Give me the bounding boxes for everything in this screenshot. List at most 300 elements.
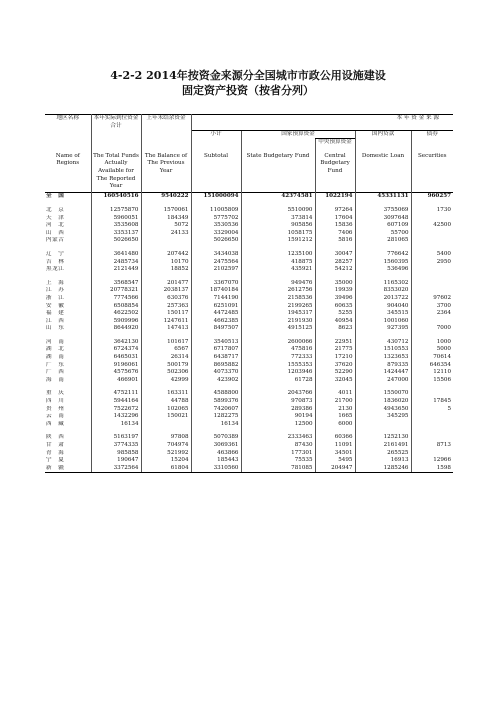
cell-subtotal: 3434038	[191, 251, 241, 259]
cell-balance: 147413	[141, 325, 191, 333]
region-name: 四 川	[46, 398, 65, 405]
cell-bond	[411, 280, 453, 288]
cell-loan: 1510553	[355, 346, 411, 354]
cell-bond: 7000	[411, 325, 453, 333]
cell-loan: 1165302	[355, 280, 411, 288]
cell-balance: 704974	[141, 442, 191, 450]
region-name: 安 徽	[46, 302, 65, 309]
cell-state: 177301	[241, 450, 315, 458]
table-row	[45, 318, 453, 326]
cell-balance: 521992	[141, 450, 191, 458]
cell-subtotal: 1282275	[191, 413, 241, 421]
table-row	[45, 222, 453, 230]
cell-subtotal: 11005809	[191, 207, 241, 215]
cell-loan: 879335	[355, 362, 411, 370]
cell-loan: 265525	[355, 450, 411, 458]
table-row	[45, 325, 453, 333]
cell-bond	[411, 413, 453, 421]
cell-actual: 3372564	[91, 465, 141, 473]
cell-loan: 247000	[355, 377, 411, 385]
table-row	[45, 346, 453, 354]
cell-actual: 12575870	[91, 207, 141, 215]
cell-actual: 5163197	[91, 434, 141, 442]
cell-bond	[411, 215, 453, 223]
cell-loan: 536496	[355, 266, 411, 274]
header-central-cn: 中央预算资金	[315, 139, 355, 147]
header-region-cn: 地区名称	[56, 115, 79, 121]
cell-bond: 1000	[411, 339, 453, 347]
cell-bond: 1730	[411, 207, 453, 215]
header-loan-en: Domestic Loan	[355, 147, 411, 193]
cell-balance: 15204	[141, 457, 191, 465]
cell-actual: 466901	[91, 377, 141, 385]
cell-loan: 1323653	[355, 354, 411, 362]
cell-central: 34501	[315, 450, 355, 458]
cell-state: 2199265	[241, 303, 315, 311]
header-subtotal-cn: 小计	[191, 130, 241, 139]
cell-central: 21775	[315, 346, 355, 354]
cell-subtotal: 5899376	[191, 398, 241, 406]
cell-loan: 2161491	[355, 442, 411, 450]
cell-state: 475816	[241, 346, 315, 354]
cell-loan: 2013722	[355, 295, 411, 303]
cell-bond: 12966	[411, 457, 453, 465]
cell-actual: 3535608	[91, 222, 141, 230]
cell-actual: 7774566	[91, 295, 141, 303]
cell-actual: 7522672	[91, 406, 141, 414]
cell-bond	[411, 421, 453, 429]
cell-loan: 927395	[355, 325, 411, 333]
cell-subtotal: 3069361	[191, 442, 241, 450]
cell-loan: 1836020	[355, 398, 411, 406]
cell-state: 1235100	[241, 251, 315, 259]
header-central-en: Central Budgetary Fund	[315, 147, 355, 193]
cell-subtotal: 423902	[191, 377, 241, 385]
cell-bond: 2364	[411, 310, 453, 318]
header-row-cn	[45, 115, 453, 131]
region-name: 甘 肃	[46, 442, 65, 448]
cell-balance: 150117	[141, 310, 191, 318]
cell-loan: 1285246	[355, 465, 411, 473]
cell-central: 30047	[315, 251, 355, 259]
region-name: 青 海	[46, 449, 65, 456]
table-row	[45, 434, 453, 442]
header-subtotal-en: Subtotal	[191, 147, 241, 193]
cell-state: 289386	[241, 406, 315, 414]
header-bond-en: Securities	[411, 147, 453, 193]
table-row	[45, 287, 453, 295]
cell-balance: 6567	[141, 346, 191, 354]
table-row	[45, 369, 453, 377]
cell-loan: 1424447	[355, 369, 411, 377]
cell-actual: 5026650	[91, 237, 141, 245]
cell-actual: 2485734	[91, 259, 141, 267]
table-row	[45, 421, 453, 429]
cell-balance: 24133	[141, 230, 191, 238]
cell-bond	[411, 266, 453, 274]
cell-bond: 2950	[411, 259, 453, 267]
table-row	[45, 465, 453, 473]
cell-central: 39496	[315, 295, 355, 303]
cell-central: 21700	[315, 398, 355, 406]
cell-subtotal: 7420607	[191, 406, 241, 414]
cell-subtotal: 6251091	[191, 303, 241, 311]
cell-bond	[411, 237, 453, 245]
table-row	[45, 237, 453, 245]
cell-balance: 5072	[141, 222, 191, 230]
cell-central: 60635	[315, 303, 355, 311]
region-name: 上 海	[46, 279, 65, 286]
cell-actual: 4575676	[91, 369, 141, 377]
cell-bond	[411, 318, 453, 326]
cell-balance: 18852	[141, 266, 191, 274]
cell-loan: 3755069	[355, 207, 411, 215]
region-name: 福 建	[46, 310, 65, 317]
cell-balance: 9540222	[141, 193, 191, 201]
cell-subtotal: 8497507	[191, 325, 241, 333]
cell-central: 4011	[315, 390, 355, 398]
cell-loan: 45331131	[355, 193, 411, 201]
region-name: 全 国	[46, 193, 65, 200]
cell-subtotal: 2102597	[191, 266, 241, 274]
cell-central: 22951	[315, 339, 355, 347]
cell-subtotal: 3310560	[191, 465, 241, 473]
cell-state: 2600066	[241, 339, 315, 347]
cell-subtotal: 3530536	[191, 222, 241, 230]
region-name: 浙 江	[46, 294, 65, 301]
cell-state: 4915125	[241, 325, 315, 333]
cell-actual: 3353137	[91, 230, 141, 238]
cell-state: 1058175	[241, 230, 315, 238]
region-name: 山 东	[46, 325, 65, 332]
region-name: 云 南	[46, 413, 65, 420]
cell-state: 772333	[241, 354, 315, 362]
region-name: 新 疆	[45, 465, 91, 473]
cell-central: 15836	[315, 222, 355, 230]
cell-actual: 4752111	[91, 390, 141, 398]
header-state-en: State Budgetary Fund	[241, 147, 315, 193]
page-title: 4-2-2 2014年按资金来源分全国城市市政公用设施建设	[110, 69, 386, 82]
cell-subtotal: 3329004	[191, 230, 241, 238]
cell-subtotal: 2475564	[191, 259, 241, 267]
cell-central: 6000	[315, 421, 355, 429]
cell-actual: 1432296	[91, 413, 141, 421]
cell-balance: 502306	[141, 369, 191, 377]
table-row	[45, 398, 453, 406]
header-row-cn-3	[45, 139, 453, 147]
cell-bond: 5	[411, 406, 453, 414]
cell-subtotal: 463866	[191, 450, 241, 458]
header-row-cn-2	[45, 130, 453, 139]
region-name: 广 西	[46, 369, 65, 376]
cell-subtotal: 5070389	[191, 434, 241, 442]
cell-actual: 6465031	[91, 354, 141, 362]
cell-state: 5510090	[241, 207, 315, 215]
region-name: 重 庆	[46, 390, 65, 397]
cell-loan: 3097648	[355, 215, 411, 223]
cell-subtotal: 18740184	[191, 287, 241, 295]
table-row	[45, 362, 453, 370]
cell-subtotal: 185443	[191, 457, 241, 465]
cell-state: 12500	[241, 421, 315, 429]
region-name: 湖 南	[46, 354, 65, 361]
cell-central: 52290	[315, 369, 355, 377]
cell-balance: 207442	[141, 251, 191, 259]
cell-actual: 3568547	[91, 280, 141, 288]
cell-central: 5495	[315, 457, 355, 465]
table-row	[45, 406, 453, 414]
cell-central: 17604	[315, 215, 355, 223]
cell-central: 1022194	[315, 193, 355, 201]
investment-table	[45, 114, 453, 473]
cell-actual: 3641480	[91, 251, 141, 259]
region-name: 天 津	[46, 214, 65, 221]
header-source-cn: 本 年 资 金 来 源	[191, 115, 453, 131]
cell-subtotal: 5026650	[191, 237, 241, 245]
cell-actual: 9196061	[91, 362, 141, 370]
table-row	[45, 450, 453, 458]
region-name: 内蒙古	[46, 237, 65, 244]
table-row	[45, 251, 453, 259]
cell-balance: 163311	[141, 390, 191, 398]
cell-state: 2333463	[241, 434, 315, 442]
cell-central: 5255	[315, 310, 355, 318]
cell-actual: 20778321	[91, 287, 141, 295]
cell-bond: 42500	[411, 222, 453, 230]
cell-bond: 960257	[411, 193, 453, 201]
cell-actual: 3642130	[91, 339, 141, 347]
header-balance-en: The Balance of The Previous Year	[141, 147, 191, 193]
header-region-en: Name of Regions	[55, 152, 80, 167]
region-name: 黑龙江	[46, 266, 65, 273]
table-row	[45, 230, 453, 238]
table-row	[45, 390, 453, 398]
cell-loan: 1001060	[355, 318, 411, 326]
cell-loan	[355, 421, 411, 429]
region-name: 海 南	[46, 376, 65, 383]
cell-subtotal: 151000094	[191, 193, 241, 201]
cell-balance: 630376	[141, 295, 191, 303]
cell-subtotal: 6438717	[191, 354, 241, 362]
table-row	[45, 259, 453, 267]
table-row	[45, 215, 453, 223]
header-loan-cn: 国内贷款	[355, 130, 411, 139]
cell-state: 1591212	[241, 237, 315, 245]
cell-subtotal: 16134	[191, 421, 241, 429]
cell-loan: 4943650	[355, 406, 411, 414]
cell-central: 35000	[315, 280, 355, 288]
cell-central: 7406	[315, 230, 355, 238]
cell-central: 204947	[315, 465, 355, 473]
cell-balance: 1570061	[141, 207, 191, 215]
cell-subtotal: 4073370	[191, 369, 241, 377]
cell-balance	[141, 237, 191, 245]
cell-actual: 160540516	[91, 193, 141, 201]
header-actual-cn: 本年实际到位资金合计	[91, 115, 141, 131]
cell-loan: 281065	[355, 237, 411, 245]
cell-central: 17210	[315, 354, 355, 362]
cell-state: 1945317	[241, 310, 315, 318]
cell-central: 97264	[315, 207, 355, 215]
cell-central: 2130	[315, 406, 355, 414]
cell-bond: 8713	[411, 442, 453, 450]
cell-central: 1665	[315, 413, 355, 421]
cell-balance: 201477	[141, 280, 191, 288]
header-bond-cn: 债券	[411, 130, 453, 139]
table-row	[45, 354, 453, 362]
cell-state: 2612756	[241, 287, 315, 295]
table-row	[45, 413, 453, 421]
region-name: 贵 州	[46, 405, 65, 412]
cell-loan: 776642	[355, 251, 411, 259]
cell-central: 54212	[315, 266, 355, 274]
cell-bond: 5000	[411, 346, 453, 354]
cell-actual: 6724374	[91, 346, 141, 354]
cell-central: 11091	[315, 442, 355, 450]
cell-central: 37620	[315, 362, 355, 370]
cell-state: 905856	[241, 222, 315, 230]
cell-balance: 500179	[141, 362, 191, 370]
cell-loan: 345295	[355, 413, 411, 421]
table-row	[45, 377, 453, 385]
table-row	[45, 310, 453, 318]
cell-actual: 5909996	[91, 318, 141, 326]
cell-balance: 150021	[141, 413, 191, 421]
cell-bond	[411, 390, 453, 398]
cell-balance: 2038137	[141, 287, 191, 295]
cell-subtotal: 7144190	[191, 295, 241, 303]
region-name: 北 京	[46, 206, 65, 213]
cell-balance: 184349	[141, 215, 191, 223]
cell-actual: 5960051	[91, 215, 141, 223]
cell-subtotal: 4662385	[191, 318, 241, 326]
region-name: 陕 西	[46, 434, 65, 441]
region-name: 江 苏	[46, 287, 65, 294]
region-name: 宁 夏	[46, 457, 65, 464]
table-row	[45, 207, 453, 215]
cell-bond	[411, 230, 453, 238]
cell-state: 61728	[241, 377, 315, 385]
cell-balance: 44788	[141, 398, 191, 406]
cell-actual: 190647	[91, 457, 141, 465]
cell-subtotal: 4472485	[191, 310, 241, 318]
cell-loan: 55700	[355, 230, 411, 238]
cell-central: 19939	[315, 287, 355, 295]
cell-state: 949476	[241, 280, 315, 288]
table-row	[45, 280, 453, 288]
region-name: 湖 北	[46, 346, 65, 353]
region-name: 河 北	[46, 222, 65, 229]
region-name: 广 东	[46, 361, 65, 368]
cell-state: 90194	[241, 413, 315, 421]
cell-subtotal: 4588800	[191, 390, 241, 398]
cell-balance: 102065	[141, 406, 191, 414]
table-row	[45, 457, 453, 465]
cell-state: 2191930	[241, 318, 315, 326]
cell-balance: 97808	[141, 434, 191, 442]
cell-bond: 17845	[411, 398, 453, 406]
cell-loan: 607109	[355, 222, 411, 230]
cell-state: 2043766	[241, 390, 315, 398]
cell-loan: 345515	[355, 310, 411, 318]
table-row-total	[45, 193, 453, 201]
cell-subtotal: 6717807	[191, 346, 241, 354]
cell-loan: 1252130	[355, 434, 411, 442]
cell-bond: 1598	[411, 465, 453, 473]
cell-balance: 10170	[141, 259, 191, 267]
cell-actual: 8644920	[91, 325, 141, 333]
cell-state: 418875	[241, 259, 315, 267]
page-subtitle: 固定资产投资（按省分列）	[182, 84, 314, 97]
table-row	[45, 339, 453, 347]
cell-bond: 70614	[411, 354, 453, 362]
cell-balance: 1247611	[141, 318, 191, 326]
table-row	[45, 303, 453, 311]
table-row	[45, 295, 453, 303]
cell-bond: 5400	[411, 251, 453, 259]
header-state-cn: 国家预算资金	[241, 130, 355, 139]
cell-bond: 12110	[411, 369, 453, 377]
table-row	[45, 442, 453, 450]
cell-state: 970873	[241, 398, 315, 406]
region-name: 山 西	[46, 229, 65, 236]
header-actual-en: The Total Funds Actually Available for The Reported Year	[91, 147, 141, 193]
cell-bond	[411, 287, 453, 295]
region-name: 吉 林	[46, 258, 65, 265]
cell-balance: 26314	[141, 354, 191, 362]
cell-central: 32045	[315, 377, 355, 385]
cell-state: 75535	[241, 457, 315, 465]
cell-balance	[141, 421, 191, 429]
header-balance-cn: 上年末结余资金	[141, 115, 191, 131]
cell-actual: 6508854	[91, 303, 141, 311]
cell-state: 435921	[241, 266, 315, 274]
cell-subtotal: 5775702	[191, 215, 241, 223]
cell-bond	[411, 450, 453, 458]
cell-balance: 61804	[141, 465, 191, 473]
cell-balance: 257363	[141, 303, 191, 311]
cell-loan: 1550070	[355, 390, 411, 398]
cell-balance: 42999	[141, 377, 191, 385]
header-row-en	[45, 147, 453, 193]
cell-balance: 101617	[141, 339, 191, 347]
cell-loan: 16913	[355, 457, 411, 465]
cell-central: 5816	[315, 237, 355, 245]
cell-actual: 985858	[91, 450, 141, 458]
cell-loan: 430712	[355, 339, 411, 347]
cell-actual: 2121449	[91, 266, 141, 274]
cell-state: 42374581	[241, 193, 315, 201]
table-row	[45, 266, 453, 274]
cell-central: 60366	[315, 434, 355, 442]
cell-central: 40954	[315, 318, 355, 326]
cell-subtotal: 3540513	[191, 339, 241, 347]
region-name: 江 西	[46, 317, 65, 324]
region-name: 辽 宁	[46, 250, 65, 257]
cell-actual: 4622502	[91, 310, 141, 318]
region-name: 西 藏	[46, 420, 65, 427]
cell-loan: 904040	[355, 303, 411, 311]
region-name: 河 南	[46, 338, 65, 345]
cell-bond: 3700	[411, 303, 453, 311]
cell-bond: 646354	[411, 362, 453, 370]
cell-state: 87430	[241, 442, 315, 450]
cell-loan: 1560395	[355, 259, 411, 267]
cell-bond: 97602	[411, 295, 453, 303]
cell-actual: 3774335	[91, 442, 141, 450]
cell-bond	[411, 434, 453, 442]
cell-actual: 5944164	[91, 398, 141, 406]
